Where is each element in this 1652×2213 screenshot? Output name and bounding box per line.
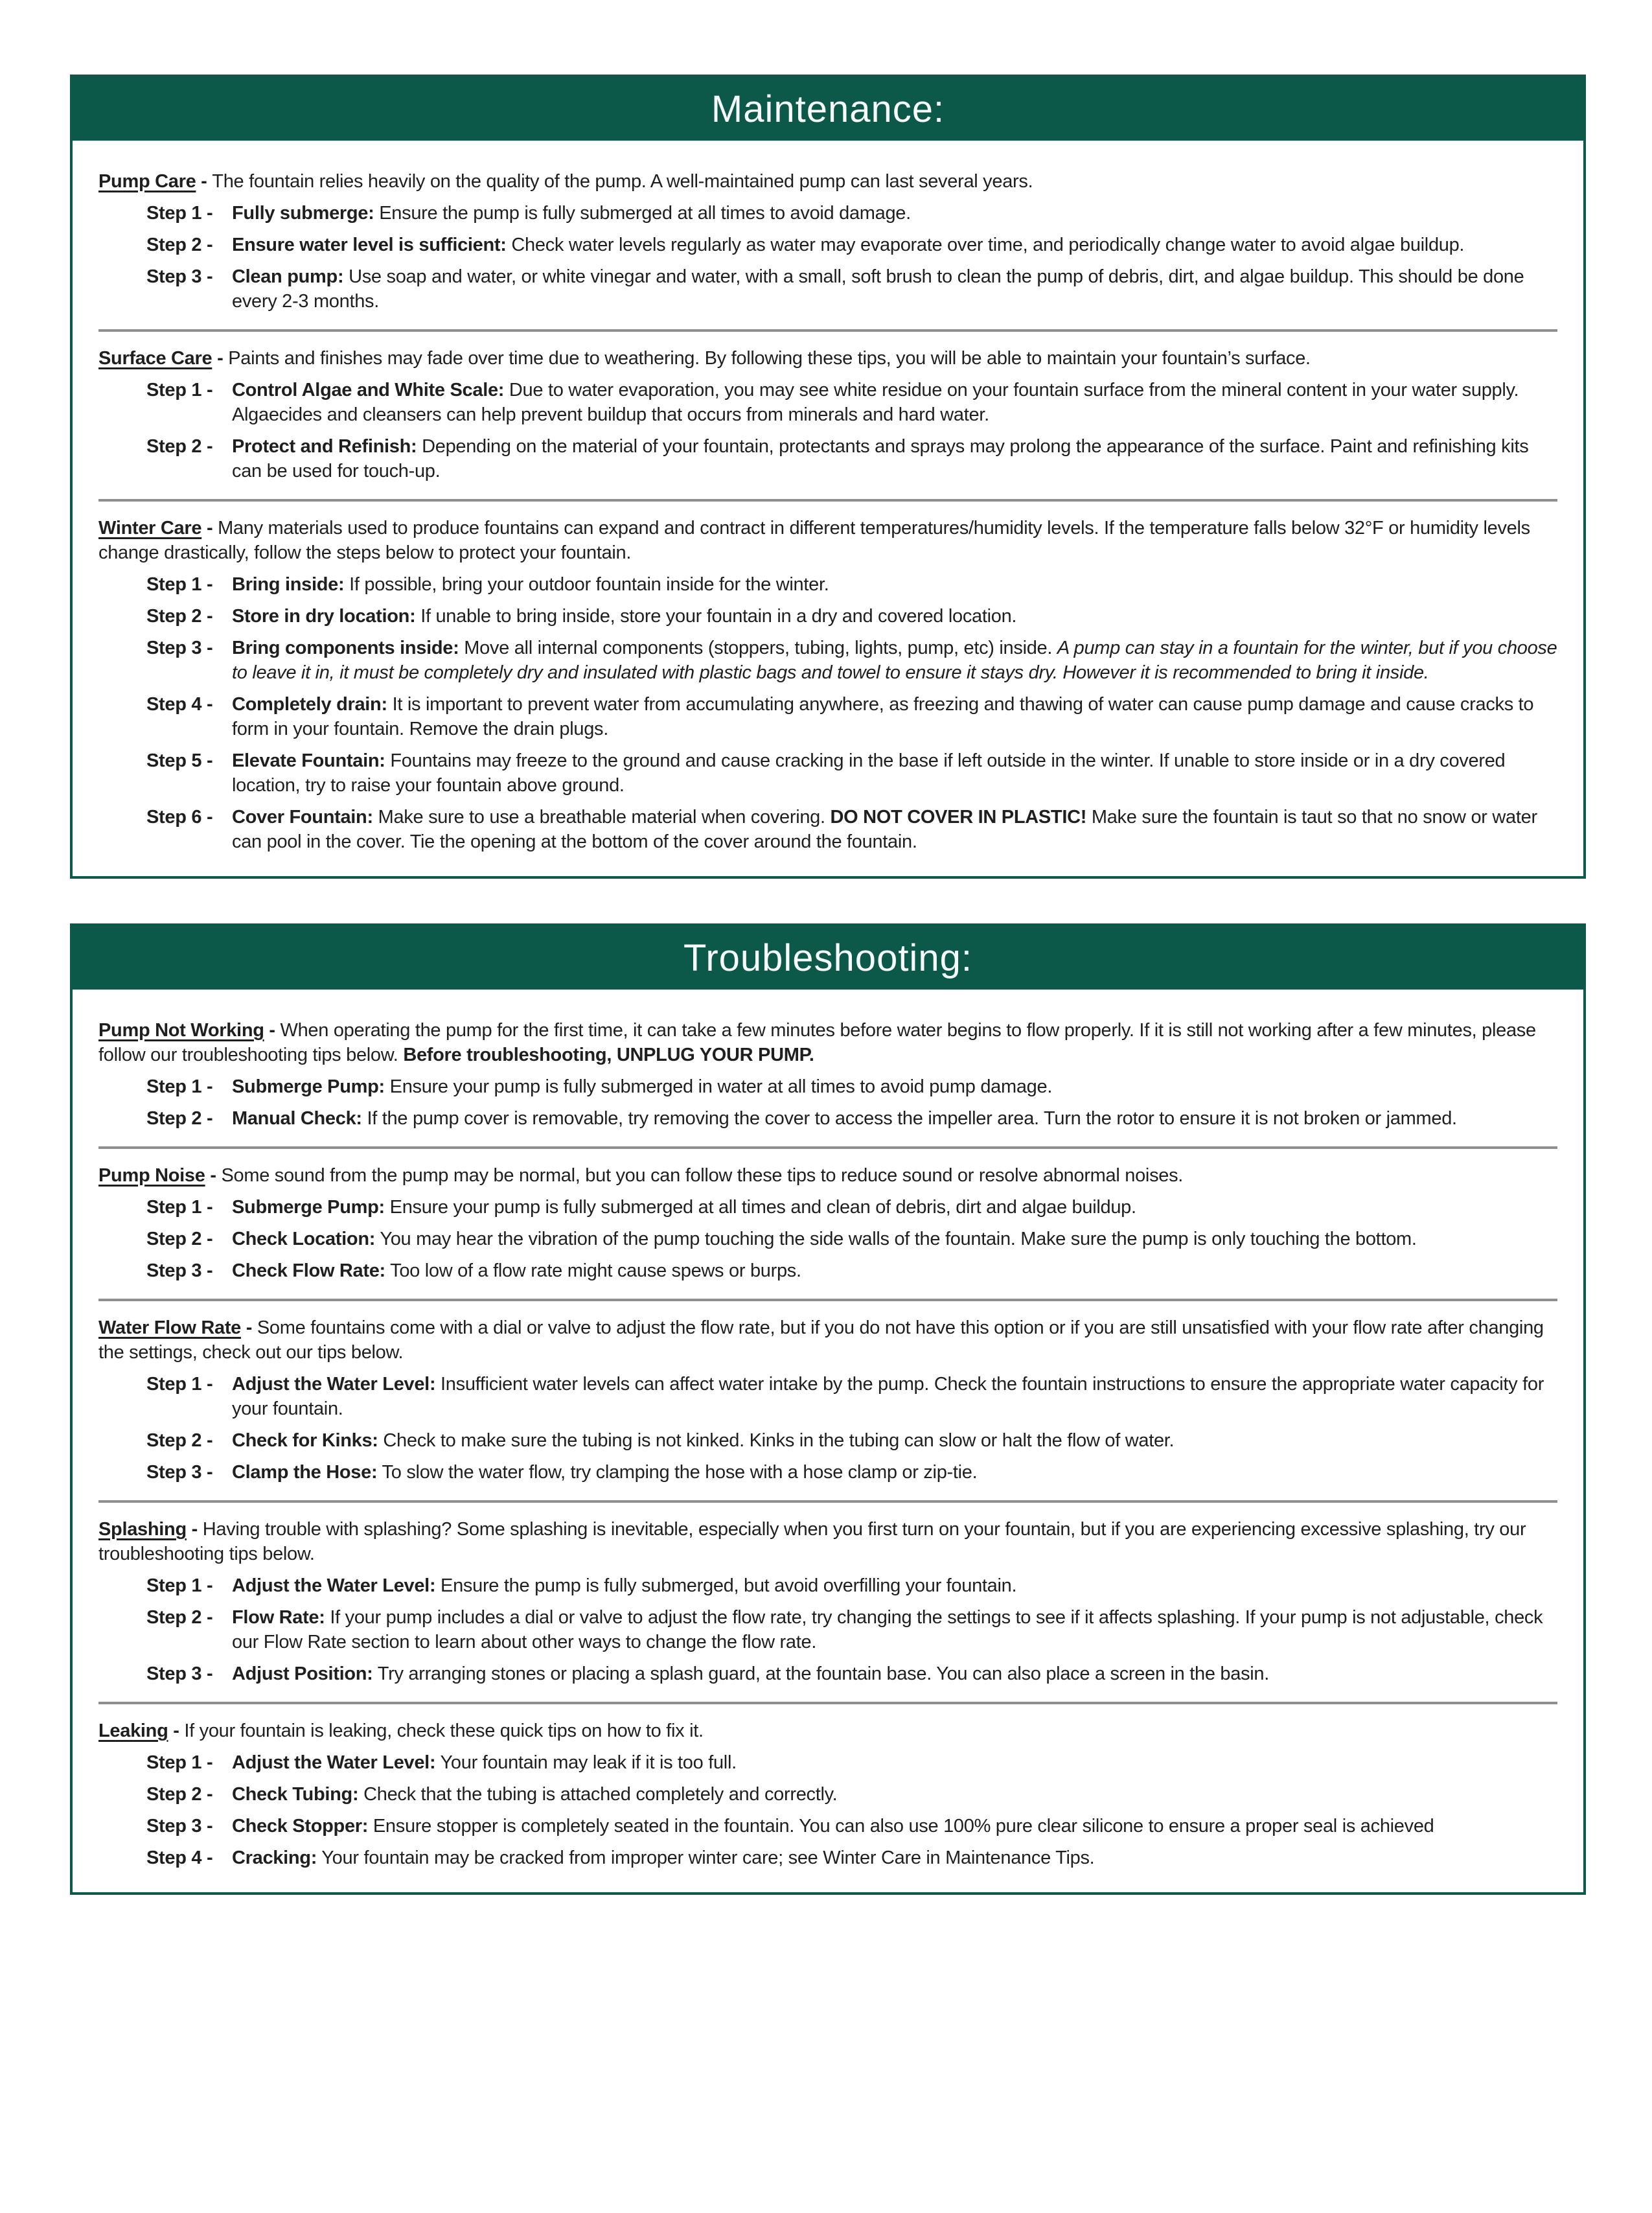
text-segment: Due to water evaporation, you may see white residue on your fountain surface from the mineral content in your water supply. Algaecides and cleansers can help prevent buildup that occurs from minerals and hard water. <box>232 380 1519 425</box>
step-row <box>146 572 1557 597</box>
heading-separator: - <box>264 1020 281 1041</box>
step-label: Step 5 - <box>146 750 213 771</box>
step-text <box>232 378 1557 427</box>
step-row <box>146 1227 1557 1251</box>
section-intro <box>98 346 1557 371</box>
step-text <box>232 1074 1557 1099</box>
step-row <box>146 692 1557 741</box>
text-segment: Manual Check: <box>232 1108 362 1129</box>
text-segment: It is important to prevent water from accumulating anywhere, as freezing and thawing of water can cause pump damage and cause cracks to form in your fountain. Remove the drain plugs. <box>232 694 1534 739</box>
text-segment: Check to make sure the tubing is not kinked. Kinks in the tubing can slow or halt the flow of water. <box>378 1430 1175 1451</box>
steps-list <box>98 1573 1557 1686</box>
text-segment: Adjust the Water Level: <box>232 1752 436 1773</box>
steps-list <box>98 1372 1557 1485</box>
steps-list <box>98 1750 1557 1870</box>
section-intro <box>98 1163 1557 1188</box>
section-divider <box>98 499 1557 502</box>
text-segment: Check Flow Rate: <box>232 1260 385 1281</box>
step-label: Step 3 - <box>146 638 213 658</box>
section-divider <box>98 1146 1557 1149</box>
step-row <box>146 636 1557 685</box>
step-text <box>232 1846 1557 1870</box>
section-heading: Pump Care <box>98 171 196 192</box>
heading-separator: - <box>212 348 229 369</box>
text-segment: When operating the pump for the first time, it can take a few minutes before water begins to flow properly. If it is still not working after a few minutes, please follow our troubleshooting tips below. <box>98 1020 1536 1065</box>
text-segment: Having trouble with splashing? Some splashing is inevitable, especially when you first turn on your fountain, but if you are experiencing excessive splashing, try our troubleshooting tips below. <box>98 1519 1526 1564</box>
step-text <box>232 233 1557 257</box>
step-label: Step 1 - <box>146 1374 213 1395</box>
step-row <box>146 604 1557 629</box>
text-segment: To slow the water flow, try clamping the hose with a hose clamp or zip-tie. <box>377 1462 978 1483</box>
text-segment: Some fountains come with a dial or valve to adjust the flow rate, but if you do not have this option or if you are still unsatisfied with your flow rate after changing the settings, check out our tips below. <box>98 1317 1544 1363</box>
text-segment: You may hear the vibration of the pump touching the side walls of the fountain. Make sure the pump is only touching the bottom. <box>375 1229 1417 1249</box>
step-label: Step 6 - <box>146 807 213 828</box>
text-segment: Store in dry location: <box>232 606 416 627</box>
step-row <box>146 1460 1557 1485</box>
section-heading: Splashing <box>98 1519 187 1540</box>
text-segment: Cover Fountain: <box>232 807 373 828</box>
step-text <box>232 264 1557 314</box>
text-segment: Flow Rate: <box>232 1607 325 1628</box>
text-segment: Fully submerge: <box>232 203 374 224</box>
text-segment: Use soap and water, or white vinegar and water, with a small, soft brush to clean the pump of debris, dirt, and algae buildup. This should be done every 2-3 months. <box>232 266 1524 312</box>
maintenance-sections <box>98 169 1557 854</box>
step-label: Step 1 - <box>146 1076 213 1097</box>
text-segment: Check that the tubing is attached completely and correctly. <box>358 1784 838 1805</box>
heading-separator: - <box>241 1317 257 1338</box>
text-segment: Check water levels regularly as water may evaporate over time, and periodically change water to avoid algae buildup. <box>506 235 1465 255</box>
step-row <box>146 1782 1557 1807</box>
step-row <box>146 1846 1557 1870</box>
text-segment: Clean pump: <box>232 266 344 287</box>
maintenance-body <box>73 141 1583 876</box>
maintenance-panel <box>70 75 1586 879</box>
heading-separator: - <box>205 1165 222 1186</box>
step-text <box>232 1195 1557 1220</box>
steps-list <box>98 378 1557 483</box>
text-segment: Check for Kinks: <box>232 1430 378 1451</box>
text-segment: If your pump includes a dial or valve to adjust the flow rate, try changing the settings to see if it affects splashing. If your pump is not adjustable, check our Flow Rate section to learn about other ways to change the flow rate. <box>232 1607 1543 1652</box>
text-segment: Adjust the Water Level: <box>232 1575 436 1596</box>
step-label: Step 1 - <box>146 380 213 400</box>
text-segment: Ensure water level is sufficient: <box>232 235 507 255</box>
section-pump-noise <box>98 1163 1557 1283</box>
text-segment: Move all internal components (stoppers, tubing, lights, pump, etc) inside. <box>459 638 1057 658</box>
section-heading: Pump Not Working <box>98 1020 264 1041</box>
step-row <box>146 1428 1557 1453</box>
text-segment: If the pump cover is removable, try removing the cover to access the impeller area. Turn the rotor to ensure it is not broken or jammed. <box>361 1108 1457 1129</box>
heading-separator: - <box>201 518 218 539</box>
section-intro <box>98 516 1557 565</box>
text-segment: Try arranging stones or placing a splash guard, at the fountain base. You can also place a screen in the basin. <box>373 1663 1270 1684</box>
text-segment: The fountain relies heavily on the quality of the pump. A well-maintained pump can last several years. <box>212 171 1033 192</box>
text-segment: Check Location: <box>232 1229 376 1249</box>
step-text <box>232 1428 1557 1453</box>
step-text <box>232 1662 1557 1686</box>
text-segment: If unable to bring inside, store your fountain in a dry and covered location. <box>415 606 1017 627</box>
step-row <box>146 1258 1557 1283</box>
step-text <box>232 1750 1557 1775</box>
steps-list <box>98 1074 1557 1131</box>
text-segment: Insufficient water levels can affect water intake by the pump. Check the fountain instructions to ensure the appropriate water capacity for your fountain. <box>232 1374 1544 1419</box>
text-segment: Bring components inside: <box>232 638 459 658</box>
heading-separator: - <box>196 171 212 192</box>
text-segment: Adjust the Water Level: <box>232 1374 436 1395</box>
text-segment: Ensure the pump is fully submerged at all times to avoid damage. <box>374 203 911 224</box>
step-text <box>232 1573 1557 1598</box>
step-label: Step 4 - <box>146 694 213 715</box>
troubleshooting-title: Troubleshooting: <box>683 936 972 979</box>
step-label: Step 2 - <box>146 235 213 255</box>
step-text <box>232 1460 1557 1485</box>
step-label: Step 1 - <box>146 1197 213 1218</box>
section-heading: Water Flow Rate <box>98 1317 242 1338</box>
text-segment: Some sound from the pump may be normal, but you can follow these tips to reduce sound or resolve abnormal noises. <box>221 1165 1184 1186</box>
text-segment: Protect and Refinish: <box>232 436 417 457</box>
step-label: Step 2 - <box>146 1108 213 1129</box>
step-row <box>146 1074 1557 1099</box>
section-heading: Winter Care <box>98 518 202 539</box>
step-text <box>232 1227 1557 1251</box>
section-splashing <box>98 1517 1557 1686</box>
step-text <box>232 748 1557 798</box>
step-row <box>146 1372 1557 1421</box>
step-row <box>146 233 1557 257</box>
text-segment: Depending on the material of your fountain, protectants and sprays may prolong the appearance of the surface. Paint and refinishing kits can be used for touch-up. <box>232 436 1529 481</box>
document-page <box>0 75 1652 2213</box>
text-segment: A pump can stay in a fountain for the winter, but if you choose to leave it in, it must be completely dry and insulated with plastic bags and towel to ensure it stays dry. However it is recommended to bring it inside. <box>232 638 1557 683</box>
text-segment: Check Stopper: <box>232 1816 369 1836</box>
text-segment: Ensure your pump is fully submerged in water at all times to avoid pump damage. <box>384 1076 1053 1097</box>
section-intro <box>98 1315 1557 1365</box>
section-surface-care <box>98 346 1557 483</box>
text-segment: Your fountain may leak if it is too full. <box>435 1752 737 1773</box>
section-divider <box>98 1299 1557 1301</box>
text-segment: Ensure stopper is completely seated in the fountain. You can also use 100% pure clear silicone to ensure a proper seal is achieved <box>368 1816 1434 1836</box>
section-heading: Pump Noise <box>98 1165 205 1186</box>
troubleshooting-panel <box>70 923 1586 1895</box>
step-text <box>232 572 1557 597</box>
text-segment: Submerge Pump: <box>232 1076 385 1097</box>
step-row <box>146 434 1557 483</box>
section-intro <box>98 1719 1557 1743</box>
text-segment: Elevate Fountain: <box>232 750 385 771</box>
text-segment: Too low of a flow rate might cause spews or burps. <box>385 1260 801 1281</box>
text-segment: If your fountain is leaking, check these quick tips on how to fix it. <box>184 1721 704 1741</box>
step-label: Step 2 - <box>146 1229 213 1249</box>
step-label: Step 3 - <box>146 1462 213 1483</box>
step-row <box>146 201 1557 226</box>
text-segment: Ensure the pump is fully submerged, but avoid overfilling your fountain. <box>435 1575 1017 1596</box>
maintenance-header-bar <box>73 77 1583 141</box>
step-row <box>146 264 1557 314</box>
text-segment: Clamp the Hose: <box>232 1462 378 1483</box>
step-label: Step 4 - <box>146 1848 213 1868</box>
text-segment: Bring inside: <box>232 574 345 595</box>
step-text <box>232 434 1557 483</box>
text-segment: Adjust Position: <box>232 1663 373 1684</box>
step-label: Step 1 - <box>146 1575 213 1596</box>
step-row <box>146 1106 1557 1131</box>
step-row <box>146 1814 1557 1838</box>
step-label: Step 2 - <box>146 606 213 627</box>
troubleshooting-body <box>73 990 1583 1892</box>
step-label: Step 1 - <box>146 1752 213 1773</box>
step-text <box>232 1814 1557 1838</box>
text-segment: Your fountain may be cracked from improper winter care; see Winter Care in Maintenance Tips. <box>317 1848 1095 1868</box>
step-label: Step 2 - <box>146 1784 213 1805</box>
section-intro <box>98 1018 1557 1067</box>
section-divider <box>98 1500 1557 1503</box>
maintenance-title: Maintenance: <box>711 87 945 130</box>
step-label: Step 2 - <box>146 436 213 457</box>
step-row <box>146 1605 1557 1654</box>
step-text <box>232 1372 1557 1421</box>
section-pump-care <box>98 169 1557 314</box>
section-divider <box>98 1702 1557 1704</box>
text-segment: Cracking: <box>232 1848 317 1868</box>
text-segment: Submerge Pump: <box>232 1197 385 1218</box>
step-text <box>232 805 1557 854</box>
heading-separator: - <box>186 1519 203 1540</box>
steps-list <box>98 1195 1557 1283</box>
step-row <box>146 1573 1557 1598</box>
text-segment: Control Algae and White Scale: <box>232 380 505 400</box>
section-water-flow-rate <box>98 1315 1557 1485</box>
step-row <box>146 1662 1557 1686</box>
text-segment: Ensure your pump is fully submerged at all times and clean of debris, dirt and algae buildup. <box>384 1197 1136 1218</box>
step-text <box>232 636 1557 685</box>
steps-list <box>98 572 1557 854</box>
section-divider <box>98 329 1557 332</box>
step-text <box>232 692 1557 741</box>
text-segment: Completely drain: <box>232 694 387 715</box>
step-label: Step 1 - <box>146 574 213 595</box>
heading-separator: - <box>168 1721 185 1741</box>
troubleshooting-header-bar <box>73 926 1583 990</box>
step-label: Step 3 - <box>146 1260 213 1281</box>
step-label: Step 2 - <box>146 1607 213 1628</box>
steps-list <box>98 201 1557 314</box>
step-row <box>146 1750 1557 1775</box>
step-text <box>232 1605 1557 1654</box>
section-intro <box>98 1517 1557 1566</box>
section-heading: Leaking <box>98 1721 168 1741</box>
step-row <box>146 1195 1557 1220</box>
step-text <box>232 1782 1557 1807</box>
step-text <box>232 1106 1557 1131</box>
step-text <box>232 201 1557 226</box>
step-label: Step 3 - <box>146 266 213 287</box>
section-winter-care <box>98 516 1557 854</box>
section-intro <box>98 169 1557 194</box>
text-segment: Before troubleshooting, UNPLUG YOUR PUMP. <box>403 1045 814 1065</box>
step-row <box>146 805 1557 854</box>
text-segment: Make sure to use a breathable material when covering. <box>373 807 831 828</box>
step-text <box>232 1258 1557 1283</box>
step-label: Step 1 - <box>146 203 213 224</box>
text-segment: Make sure the fountain is taut so that no snow or water can pool in the cover. Tie the opening at the bottom of the cover around the fountain. <box>232 807 1537 852</box>
text-segment: Paints and finishes may fade over time due to weathering. By following these tips, you will be able to maintain your fountain’s surface. <box>228 348 1311 369</box>
section-leaking <box>98 1719 1557 1870</box>
troubleshooting-sections <box>98 1018 1557 1870</box>
step-label: Step 3 - <box>146 1663 213 1684</box>
step-label: Step 3 - <box>146 1816 213 1836</box>
step-label: Step 2 - <box>146 1430 213 1451</box>
step-row <box>146 748 1557 798</box>
section-pump-not-working <box>98 1018 1557 1131</box>
step-text <box>232 604 1557 629</box>
text-segment: DO NOT COVER IN PLASTIC! <box>830 807 1087 828</box>
text-segment: If possible, bring your outdoor fountain inside for the winter. <box>344 574 829 595</box>
text-segment: Fountains may freeze to the ground and cause cracking in the base if left outside in the winter. If unable to store inside or in a dry covered location, try to raise your fountain above ground. <box>232 750 1506 796</box>
step-row <box>146 378 1557 427</box>
text-segment: Check Tubing: <box>232 1784 359 1805</box>
section-heading: Surface Care <box>98 348 212 369</box>
text-segment: Many materials used to produce fountains can expand and contract in different temperatures/humidity levels. If the temperature falls below 32°F or humidity levels change drastically, follow the steps below to protect your fountain. <box>98 518 1530 563</box>
